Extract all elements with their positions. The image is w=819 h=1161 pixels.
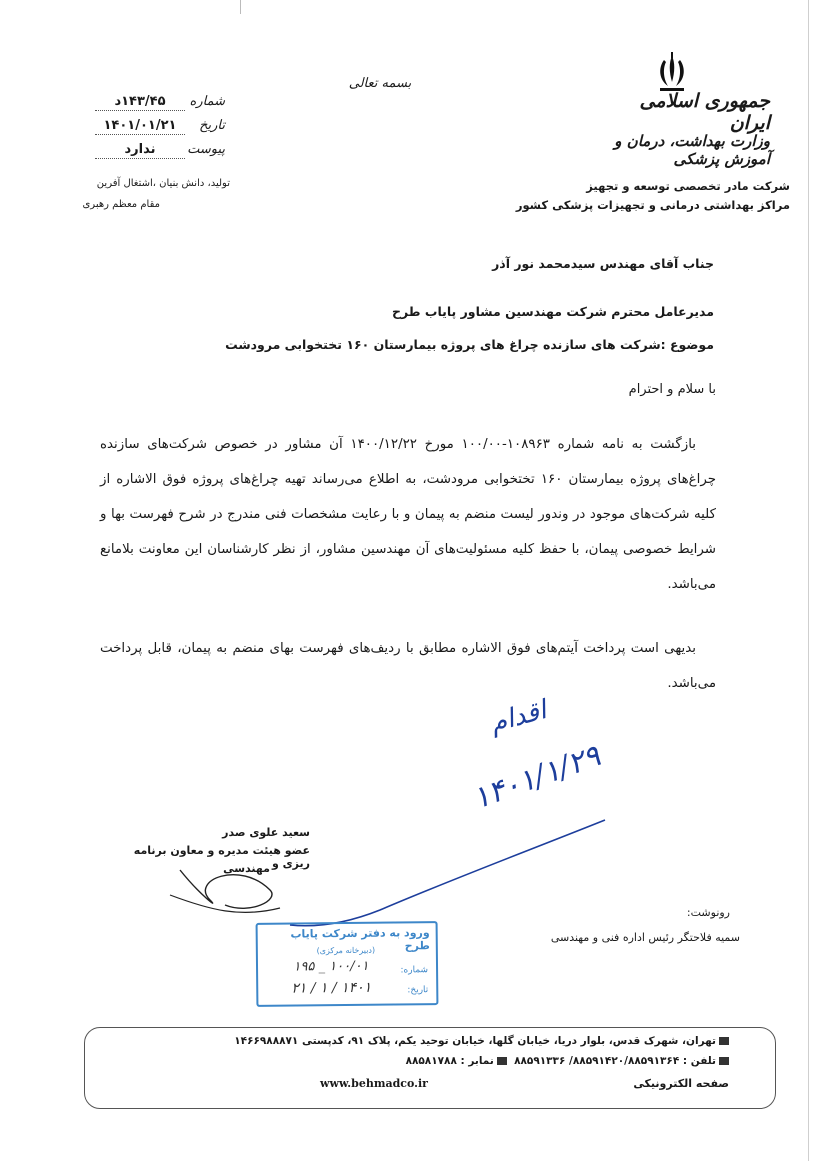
greeting: با سلام و احترام [628, 382, 716, 397]
organization-line2: مراکز بهداشتی درمانی و تجهیزات پزشکی کشور [515, 198, 790, 212]
letter-attachment-label: پیوست [187, 142, 225, 157]
page-edge [808, 0, 809, 1161]
handwritten-date: ۱۴۰۱/۱/۲۹ [468, 738, 605, 817]
ministry-name: وزارت بهداشت، درمان و آموزش پزشکی [614, 132, 770, 168]
iran-emblem-icon [652, 52, 692, 94]
phone-icon [719, 1057, 729, 1065]
letter-number-label: شماره [189, 94, 225, 109]
footer-phone: تلفن : ۸۸۵۹۱۴۲۰/۸۸۵۹۱۳۶۴/ ۸۸۵۹۱۳۳۶ [514, 1055, 716, 1067]
dotted-line [95, 134, 185, 135]
government-name: جمهوری اسلامی ایران [639, 90, 770, 134]
signatory-name: سعید علوی صدر [222, 826, 310, 839]
dotted-line [95, 158, 185, 159]
cc-recipient: سمیه فلاحتگر رئیس اداره فنی و مهندسی [550, 931, 740, 944]
footer-website[interactable]: www.behmadco.ir [320, 1077, 428, 1090]
letter-date-value: ۱۴۰۱/۰۱/۲۱ [103, 118, 177, 133]
fax-icon [497, 1057, 507, 1065]
stamp-number-label: شماره: [400, 965, 429, 976]
scan-mark [240, 0, 241, 14]
addressee-title: مدیرعامل محترم شرکت مهندسین مشاور پایاب طرح [392, 304, 714, 319]
stamp-number-value: ۱۰۰/۰۱ _ ۱۹۵ [293, 958, 369, 975]
footer-contact [129, 1055, 729, 1067]
leader-quote: تولید، دانش بنیان ،اشتغال آفرین [96, 178, 230, 189]
envelope-icon [719, 1037, 729, 1045]
stamp-subtitle: (دبیرخانه مرکزی) [316, 945, 376, 956]
received-stamp [256, 921, 439, 1007]
footer-address [129, 1035, 729, 1047]
signatory-position: عضو هیئت مدیره و معاون برنامه ریزی و [133, 844, 310, 870]
addressee-name: جناب آقای مهندس سیدمحمد نور آذر [492, 256, 714, 271]
stamp-date-value: ۱۴۰۱ / ۱ / ۲۱ [291, 979, 372, 997]
stamp-title: ورود به دفتر شرکت پایاب طرح [290, 926, 430, 953]
bismillah: بسمه تعالی [348, 76, 412, 91]
footer-website-label: صفحه الکترونیکی [633, 1077, 729, 1090]
letter-date-label: تاریخ [199, 118, 225, 133]
letter-attachment-row [95, 142, 225, 162]
handwritten-note: اقدام [487, 695, 550, 739]
stamp-date-label: تاریخ: [407, 985, 429, 996]
body-paragraph-1: بازگشت به نامه شماره ۱۰۸۹۶۳-۱۰۰/۰۰ مورخ ۱۴۰۰/۱۲/۲۲ آن مشاور در خصوص شرکت‌های سازنده چراغ‌های پروژه بیمارستان ۱۶۰ تختخوابی مرودشت، به اطلاع می‌رساند تهیه چراغ‌های پروژه فوق الاشاره از کلیه شرکت‌های موجود در وندور لیست منضم به پیمان و با رعایت مشخصات فنی مندرج در شرح فهرست بها و شرایط خصوصی پیمان، با حفظ کلیه مسئولیت‌های آن مهندسین مشاور، از نظر کارشناسان این معاونت بلامانع می‌باشد. [100, 437, 717, 592]
letter-subject: موضوع :شرکت های سازنده چراغ های پروژه بیمارستان ۱۶۰ تختخوابی مرودشت [225, 337, 714, 352]
footer-fax: نمابر : ۸۸۵۸۱۷۸۸ [405, 1055, 494, 1067]
footer-address-text: تهران، شهرک قدس، بلوار دریا، خیابان گلها، خیابان توحید یکم، پلاک ۹۱، کدپستی ۱۴۶۶۹۸۸۸۷۱ [234, 1035, 716, 1047]
signatory-position-cont: مهندسی [223, 862, 270, 875]
organization-line1: شرکت مادر تخصصی توسعه و تجهیز [586, 179, 790, 193]
letter-attachment-value: ندارد [124, 142, 156, 157]
letter-number-row [95, 94, 225, 114]
dotted-line [95, 110, 185, 111]
body-paragraph-2: بدیهی است پرداخت آیتم‌های فوق الاشاره مطابق با ردیف‌های فهرست بهای منضم به پیمان، قابل پرداخت می‌باشد. [100, 641, 716, 691]
cc-label: رونوشت: [686, 906, 730, 919]
letter-date-row [95, 118, 225, 138]
leader-quote-attribution: مقام معظم رهبری [82, 199, 160, 210]
letter-number-value: ۱۴۳/۴۵د [114, 94, 166, 109]
